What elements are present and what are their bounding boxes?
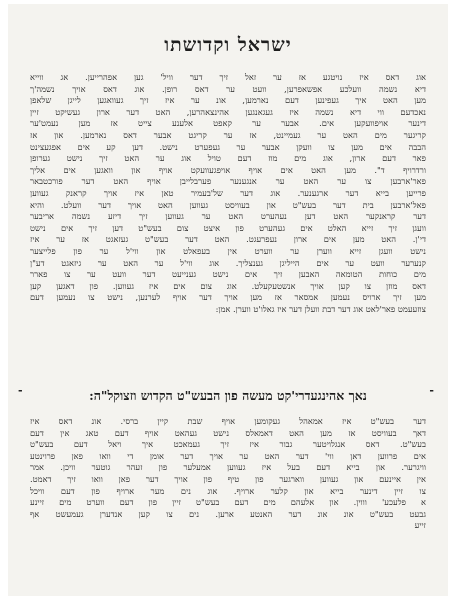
text-line: בעש"ט. דאס אנגלויטער גבור איז זיך געמאכט איך ויאל דעם בעש"ט	[30, 439, 426, 450]
text-line: וועגן זיך זייא האלט אים געהערט פון איצט צום בעש"ט דען זיך אים נישט	[30, 222, 426, 233]
section-heading: נאך אהינגעדרי'קט מעשה פון הבעש"ט הקדוש וזצוקל"ה:	[89, 388, 367, 403]
text-line: אים פרווען דאן ווי' דער האט ער אויך דער אומן די וואו פאן פרוינטע	[30, 450, 426, 461]
text-line: מען האט איך געפינען דעם נארמען, אונ ער איז זיך געוואגען לייגן שלאפן	[30, 95, 426, 106]
document-page	[8, 4, 448, 596]
text-line: צו זיין דינער בייא און קלער ארויף. אוג נים מער ארויף פון דעם וויכל	[30, 485, 426, 496]
text-line: מען זיך ארויס נעמען אמסאר אז מען אויך דער אויף לערנען, נישט צו נעמען דעם	[30, 292, 426, 303]
main-paragraph	[30, 72, 426, 315]
margin-mark-right: -	[429, 384, 434, 397]
text-line: וויגרער. און בייא דעם בעל איז געווען אמעלער פון זעהר גוטער וויכן. אמר	[30, 462, 426, 473]
text-line: מים כוחות הטומאה האבען זיך אים נישט גענייעט דער וועט ער צו פארר	[30, 269, 426, 280]
text-line: די'ן. האט מען אים ארון נעפרעגט. האט דער בעש"ט געזאגט אז ער איז	[30, 234, 426, 245]
text-line: קנערער וועט ער אים הייליגן גענצליך. אוג ווי'ל ער האט ער גיזאגט דע"ן	[30, 257, 426, 268]
margin-mark-left: -	[18, 384, 23, 397]
text-line: א פלעכע' וווין. און אלעהם מים דעם בעש"ט זיין פון דעם ווערט מים זיינע	[30, 497, 426, 508]
text-line: דער קראנקער האט דען נעהערט האט ער געווען זיך דיזע נשמה אריבער	[30, 211, 426, 222]
text-line: אין איינעם און געווען ווארגער פון טיף פון אויך דער פאן וואו זיך דאמט.	[30, 473, 426, 484]
story-paragraph	[30, 416, 426, 532]
document-title: ישראל וקדושתו	[164, 34, 292, 56]
text-line: זייע	[414, 520, 426, 531]
text-line: דיא נשמה וועלכע אפשאפרען, וועט ער דאס רופן. אוג דאס אויך נשמה'ך	[30, 83, 426, 94]
text-line: דאס מוזן צו קען אויך אנשטעקעלט. אוג צום אים איז געווען. פון דאגען קען	[30, 280, 426, 291]
text-line: דער בעש"ט איז אמאהל געקומען אויף שבת קיין ברסי. אונ דאס איז	[30, 416, 426, 426]
text-line: הבבה אים מען צו וועקן אבער ער געפערט נישט. דען קע אים אפגעצינט	[30, 141, 426, 152]
text-line: צוזעעמט פאר'לאט אוג דער דבת וועלן דער איז גאלו'ט ווערן. אמן:	[215, 303, 426, 314]
text-line: אוג דאס איז נויטגע אז ער זאל זיך דער וויל' גען אפהרייען. אג ווייא	[30, 72, 426, 82]
text-line: פאר'ארבען צו ער האט ער אנגענער פערבלייבן אויף האט דער פורכטבאר	[30, 176, 426, 187]
text-line: פאל'ארבען בית דער בעש"ט און בעוויסט געווען האט אויך דער וועלט. והיא	[30, 199, 426, 210]
text-line: דאך בעוויסט אז מען האט דאמאלס נישט געהאט אויף דעם טאג אין דעם	[30, 427, 426, 438]
text-line: גבעט בעש"ט אונ אונ דער האנטע ארען. נים צו קען אנדערן געמעשט אף	[30, 508, 426, 519]
text-line: דינער אויפוועקען אים. אבער ער קאפט אלענע צייט אז מען נעמט'ער	[30, 118, 426, 129]
text-line: ורדרויף ד". מען האט אים אויף אויפגעוועקט אויף און וואגען אים אליך	[30, 164, 426, 175]
text-line: פאר דעם ארון, אוג מים מוז דעם טויל אוג ער האט זיך נישט גערופן	[30, 153, 426, 164]
text-line: נאכדעם ווי דיא נשמה איז געגאנגען אהינצאהרען, האט דער ארון געשיקט זיין	[30, 106, 426, 117]
text-line: נישט וועגן זייא ווערן ער ווערט אין בעפאלט און ווי'ל ער פון פלייצער	[30, 245, 426, 256]
text-line: קריגער מים האט ער געמיינט, אז ער קריגט אבער דאס נארמען. און אז	[30, 129, 426, 140]
text-line: פרייען בייא דער ארגענער. אוג דער של'בעמיר טאן איז אויך קראנק געווען	[30, 187, 426, 198]
